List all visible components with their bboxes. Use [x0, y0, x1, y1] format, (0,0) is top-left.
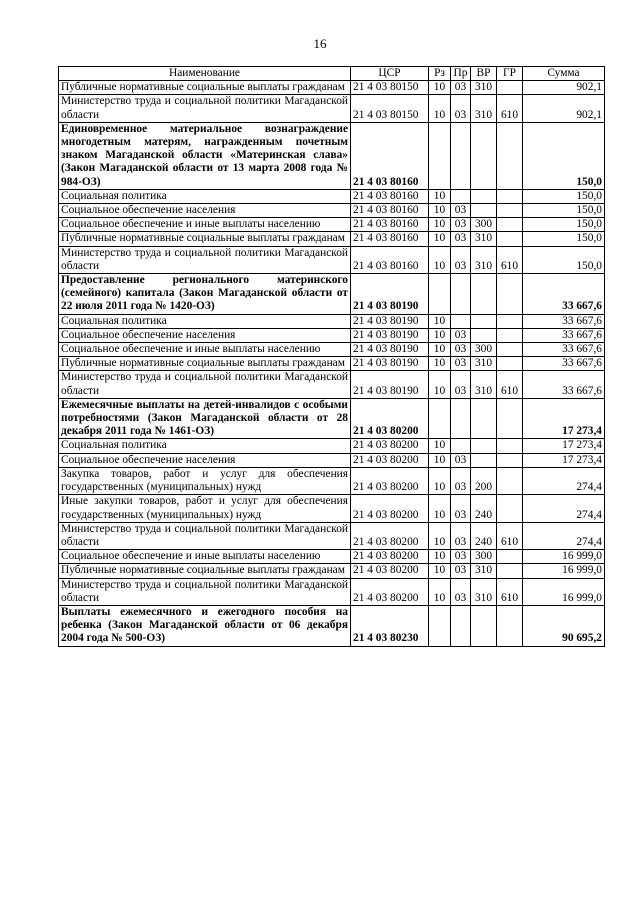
cell-vr: 310 [471, 578, 497, 605]
cell-csr: 21 4 03 80160 [351, 218, 429, 232]
cell-rz: 10 [429, 357, 451, 371]
table-body [59, 81, 605, 646]
cell-pr [451, 439, 471, 453]
cell-sum: 274,4 [523, 522, 605, 549]
cell-sum: 150,0 [523, 232, 605, 246]
cell-gr [497, 550, 523, 564]
column-header-rz: Рз [429, 67, 451, 81]
cell-sum: 274,4 [523, 495, 605, 522]
table-row [59, 232, 605, 246]
cell-gr: 610 [497, 522, 523, 549]
table-row [59, 564, 605, 578]
cell-csr: 21 4 03 80200 [351, 495, 429, 522]
table-row [59, 578, 605, 605]
cell-rz: 10 [429, 189, 451, 203]
cell-name: Социальная политика [59, 314, 351, 328]
cell-pr [451, 605, 471, 646]
cell-vr: 240 [471, 495, 497, 522]
cell-gr: 610 [497, 246, 523, 273]
cell-gr: 610 [497, 578, 523, 605]
cell-pr: 03 [451, 564, 471, 578]
cell-rz: 10 [429, 218, 451, 232]
cell-name: Закупка товаров, работ и услуг для обеспечения государственных (муниципальных) нужд [59, 467, 351, 494]
cell-pr [451, 314, 471, 328]
cell-name: Социальное обеспечение и иные выплаты населению [59, 343, 351, 357]
cell-sum: 150,0 [523, 122, 605, 189]
cell-gr [497, 453, 523, 467]
cell-csr: 21 4 03 80200 [351, 453, 429, 467]
cell-gr [497, 605, 523, 646]
cell-rz: 10 [429, 81, 451, 95]
cell-vr [471, 204, 497, 218]
cell-sum: 150,0 [523, 204, 605, 218]
cell-sum: 150,0 [523, 189, 605, 203]
cell-vr: 310 [471, 564, 497, 578]
cell-vr [471, 605, 497, 646]
table-row [59, 246, 605, 273]
cell-csr: 21 4 03 80190 [351, 314, 429, 328]
cell-name: Социальное обеспечение и иные выплаты населению [59, 550, 351, 564]
cell-csr: 21 4 03 80150 [351, 81, 429, 95]
cell-name: Министерство труда и социальной политики Магаданской области [59, 522, 351, 549]
table-row [59, 81, 605, 95]
cell-gr [497, 122, 523, 189]
cell-vr: 300 [471, 218, 497, 232]
cell-pr: 03 [451, 495, 471, 522]
cell-csr: 21 4 03 80160 [351, 189, 429, 203]
table-row [59, 439, 605, 453]
cell-name: Министерство труда и социальной политики Магаданской области [59, 578, 351, 605]
table-header-row [59, 67, 605, 81]
cell-rz [429, 122, 451, 189]
cell-csr: 21 4 03 80190 [351, 343, 429, 357]
cell-name: Предоставление регионального материнского (семейного) капитала (Закон Магаданской области от 22 июля 2011 года № 1420-ОЗ) [59, 274, 351, 315]
cell-rz: 10 [429, 495, 451, 522]
cell-gr [497, 398, 523, 439]
cell-sum: 17 273,4 [523, 439, 605, 453]
cell-vr: 300 [471, 550, 497, 564]
cell-sum: 90 695,2 [523, 605, 605, 646]
cell-sum: 33 667,6 [523, 314, 605, 328]
cell-name: Социальное обеспечение населения [59, 328, 351, 342]
cell-rz [429, 274, 451, 315]
cell-gr [497, 467, 523, 494]
cell-gr [497, 189, 523, 203]
column-header-vr: ВР [471, 67, 497, 81]
cell-sum: 902,1 [523, 81, 605, 95]
table-row [59, 95, 605, 122]
cell-name: Министерство труда и социальной политики Магаданской области [59, 95, 351, 122]
cell-vr: 200 [471, 467, 497, 494]
cell-gr [497, 495, 523, 522]
cell-rz: 10 [429, 246, 451, 273]
cell-rz: 10 [429, 550, 451, 564]
cell-vr: 310 [471, 371, 497, 398]
cell-csr: 21 4 03 80200 [351, 398, 429, 439]
cell-name: Иные закупки товаров, работ и услуг для обеспечения государственных (муниципальных) нужд [59, 495, 351, 522]
cell-pr: 03 [451, 357, 471, 371]
cell-name: Публичные нормативные социальные выплаты гражданам [59, 81, 351, 95]
cell-pr: 03 [451, 218, 471, 232]
cell-pr: 03 [451, 343, 471, 357]
cell-pr: 03 [451, 95, 471, 122]
cell-sum: 274,4 [523, 467, 605, 494]
table-row [59, 343, 605, 357]
table-row [59, 328, 605, 342]
cell-csr: 21 4 03 80160 [351, 204, 429, 218]
cell-gr [497, 274, 523, 315]
cell-csr: 21 4 03 80200 [351, 564, 429, 578]
cell-csr: 21 4 03 80200 [351, 550, 429, 564]
table-row [59, 204, 605, 218]
cell-sum: 33 667,6 [523, 343, 605, 357]
cell-vr [471, 453, 497, 467]
cell-pr [451, 398, 471, 439]
cell-vr [471, 314, 497, 328]
table-row [59, 371, 605, 398]
table-row [59, 274, 605, 315]
cell-rz: 10 [429, 467, 451, 494]
cell-csr: 21 4 03 80160 [351, 122, 429, 189]
page-number: 16 [313, 36, 327, 51]
table-row [59, 218, 605, 232]
cell-sum: 33 667,6 [523, 274, 605, 315]
cell-vr [471, 122, 497, 189]
cell-pr: 03 [451, 81, 471, 95]
cell-csr: 21 4 03 80190 [351, 274, 429, 315]
cell-vr [471, 398, 497, 439]
cell-csr: 21 4 03 80190 [351, 328, 429, 342]
cell-csr: 21 4 03 80200 [351, 439, 429, 453]
column-header-csr: ЦСР [351, 67, 429, 81]
cell-sum: 150,0 [523, 246, 605, 273]
column-header-gr: ГР [497, 67, 523, 81]
cell-gr [497, 232, 523, 246]
cell-pr: 03 [451, 550, 471, 564]
cell-rz [429, 398, 451, 439]
cell-rz: 10 [429, 314, 451, 328]
cell-rz: 10 [429, 371, 451, 398]
table-row [59, 398, 605, 439]
table-row [59, 453, 605, 467]
cell-gr [497, 204, 523, 218]
table-row [59, 605, 605, 646]
cell-pr [451, 189, 471, 203]
table-row [59, 314, 605, 328]
cell-name: Социальное обеспечение населения [59, 204, 351, 218]
cell-sum: 17 273,4 [523, 398, 605, 439]
cell-pr: 03 [451, 371, 471, 398]
cell-sum: 17 273,4 [523, 453, 605, 467]
cell-csr: 21 4 03 80190 [351, 371, 429, 398]
cell-name: Единовременное материальное вознаграждение многодетным матерям, награжденным почетным знаком Магаданской области «Материнская слава» (Закон Магаданской области от 13 марта 2008 года № 984-ОЗ) [59, 122, 351, 189]
table-row [59, 467, 605, 494]
cell-name: Министерство труда и социальной политики Магаданской области [59, 246, 351, 273]
cell-name: Министерство труда и социальной политики Магаданской области [59, 371, 351, 398]
cell-rz [429, 605, 451, 646]
cell-name: Публичные нормативные социальные выплаты гражданам [59, 232, 351, 246]
cell-name: Социальное обеспечение населения [59, 453, 351, 467]
cell-gr: 610 [497, 371, 523, 398]
cell-name: Социальная политика [59, 189, 351, 203]
cell-vr: 310 [471, 81, 497, 95]
cell-sum: 16 999,0 [523, 578, 605, 605]
table-row [59, 357, 605, 371]
cell-rz: 10 [429, 453, 451, 467]
cell-csr: 21 4 03 80160 [351, 232, 429, 246]
cell-gr [497, 439, 523, 453]
cell-sum: 33 667,6 [523, 357, 605, 371]
cell-pr: 03 [451, 453, 471, 467]
cell-rz: 10 [429, 204, 451, 218]
cell-rz: 10 [429, 522, 451, 549]
cell-vr [471, 439, 497, 453]
cell-gr [497, 328, 523, 342]
cell-name: Публичные нормативные социальные выплаты гражданам [59, 564, 351, 578]
column-header-name: Наименование [59, 67, 351, 81]
cell-vr [471, 274, 497, 315]
cell-rz: 10 [429, 564, 451, 578]
cell-name: Социальная политика [59, 439, 351, 453]
cell-pr: 03 [451, 204, 471, 218]
cell-gr [497, 357, 523, 371]
cell-name: Публичные нормативные социальные выплаты гражданам [59, 357, 351, 371]
table-row [59, 495, 605, 522]
cell-pr: 03 [451, 232, 471, 246]
cell-rz: 10 [429, 343, 451, 357]
cell-gr [497, 218, 523, 232]
cell-pr [451, 122, 471, 189]
cell-gr [497, 564, 523, 578]
cell-rz: 10 [429, 328, 451, 342]
cell-rz: 10 [429, 439, 451, 453]
cell-csr: 21 4 03 80200 [351, 578, 429, 605]
cell-csr: 21 4 03 80200 [351, 467, 429, 494]
cell-csr: 21 4 03 80230 [351, 605, 429, 646]
cell-name: Социальное обеспечение и иные выплаты населению [59, 218, 351, 232]
cell-sum: 902,1 [523, 95, 605, 122]
cell-sum: 16 999,0 [523, 550, 605, 564]
cell-pr: 03 [451, 246, 471, 273]
cell-sum: 33 667,6 [523, 328, 605, 342]
cell-vr [471, 328, 497, 342]
cell-gr [497, 314, 523, 328]
cell-rz: 10 [429, 232, 451, 246]
cell-sum: 33 667,6 [523, 371, 605, 398]
cell-rz: 10 [429, 578, 451, 605]
cell-rz: 10 [429, 95, 451, 122]
cell-vr: 310 [471, 95, 497, 122]
cell-sum: 150,0 [523, 218, 605, 232]
cell-vr: 310 [471, 357, 497, 371]
cell-pr: 03 [451, 522, 471, 549]
cell-pr: 03 [451, 467, 471, 494]
table-row [59, 189, 605, 203]
cell-sum: 16 999,0 [523, 564, 605, 578]
cell-vr: 310 [471, 232, 497, 246]
cell-pr: 03 [451, 578, 471, 605]
cell-csr: 21 4 03 80200 [351, 522, 429, 549]
budget-table [58, 66, 605, 647]
cell-vr: 310 [471, 246, 497, 273]
cell-gr [497, 81, 523, 95]
cell-gr: 610 [497, 95, 523, 122]
cell-vr: 240 [471, 522, 497, 549]
cell-vr [471, 189, 497, 203]
table-row [59, 550, 605, 564]
cell-pr: 03 [451, 328, 471, 342]
cell-gr [497, 343, 523, 357]
cell-name: Выплаты ежемесячного и ежегодного пособия на ребенка (Закон Магаданской области от 06 декабря 2004 года № 500-ОЗ) [59, 605, 351, 646]
table-row [59, 522, 605, 549]
cell-name: Ежемесячные выплаты на детей-инвалидов с особыми потребностями (Закон Магаданской области от 28 декабря 2011 года № 1461-ОЗ) [59, 398, 351, 439]
cell-pr [451, 274, 471, 315]
cell-csr: 21 4 03 80190 [351, 357, 429, 371]
column-header-sum: Сумма [523, 67, 605, 81]
cell-csr: 21 4 03 80160 [351, 246, 429, 273]
column-header-pr: Пр [451, 67, 471, 81]
table-row [59, 122, 605, 189]
cell-vr: 300 [471, 343, 497, 357]
cell-csr: 21 4 03 80150 [351, 95, 429, 122]
